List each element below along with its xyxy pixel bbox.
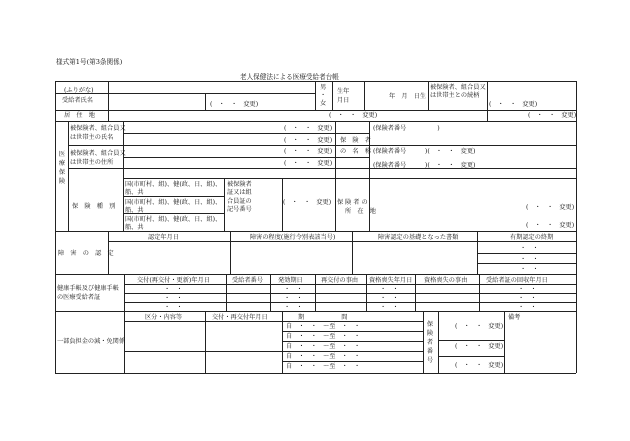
address-label: 居 住 地 <box>64 112 95 119</box>
col-reissue-reason: 再交付の事由 <box>321 277 359 284</box>
holder-change-2: ( ・ ・ 変更) <box>284 137 333 144</box>
insurance-type-label: 保 険 種 別 <box>72 203 116 210</box>
col-issue-date: 交付(再交付・更新)年月日 <box>137 277 210 284</box>
period-row-5: 自 ・ ・ ～至 ・ ・ <box>286 363 361 370</box>
burden-change-2: ( ・ ・ 変更) <box>455 343 504 350</box>
holder-address-label: 被保険者、組合員又 <box>70 150 126 157</box>
loss-date-3: ・ ・ <box>380 304 399 311</box>
holder-name-label: 被保険者、組合員又 <box>70 125 126 132</box>
col-burden-issue: 交付・再交付年月日 <box>212 314 268 321</box>
type-option-3b: 船、共 <box>125 224 144 231</box>
sex-separator: ・ <box>320 92 327 99</box>
col-category: 区分・内容等 <box>145 314 183 321</box>
medical-insurance-label: 医療保険 <box>58 151 66 185</box>
return-date-2: ・ ・ <box>518 295 537 302</box>
burden-change-1: ( ・ ・ 変更) <box>455 323 504 330</box>
period-row-3: 自 ・ ・ ～至 ・ ・ <box>286 343 361 350</box>
notebook-label-2: の医療受給者証 <box>57 294 101 301</box>
address-change-note-right: ( ・ ・ 変更) <box>528 112 577 119</box>
type-option-2[interactable]: 国(市町村、組)、健(政、日、組)、 <box>125 199 222 206</box>
page-title: 老人保健法による医療受給者台帳 <box>240 73 339 81</box>
holder-name-label-2: は世帯主の氏名 <box>70 134 114 141</box>
card-number-label: 被保険者 <box>227 181 252 188</box>
notebook-label: 健康手帳及び健康手帳 <box>57 285 119 292</box>
col-disability-basis: 障害認定の基礎となった書類 <box>378 234 459 241</box>
col-disability-degree: 障害の程度(施行令別表該当号) <box>250 234 336 241</box>
loss-date-1: ・ ・ <box>380 286 399 293</box>
card-number-label-3: 合員証の <box>227 198 252 205</box>
sex-female[interactable]: 女 <box>320 100 327 107</box>
period-row-4: 自 ・ ・ ～至 ・ ・ <box>286 353 361 360</box>
loss-date-2: ・ ・ <box>380 295 399 302</box>
term-end-1: ・ ・ <box>520 245 539 252</box>
effective-date-1: ・ ・ <box>284 286 303 293</box>
return-date-1: ・ ・ <box>518 286 537 293</box>
col-term-end: 有期認定の終期 <box>510 234 554 241</box>
burden-insurer-number-label: 保険者番号 <box>426 321 434 364</box>
holder-address-label-2: は世帯主の住所 <box>70 159 114 166</box>
insurer-number-1: (保険者番号 ) <box>373 125 440 132</box>
furigana-label: (ふりがな) <box>64 87 94 94</box>
type-option-1[interactable]: 国(市町村、組)、健(政、日、組)、 <box>125 181 222 188</box>
effective-date-2: ・ ・ <box>284 295 303 302</box>
col-return-date: 受給者証の回収年月日 <box>486 277 548 284</box>
relation-change-note: ( ・ ・ 変更) <box>489 101 538 108</box>
term-end-3: ・ ・ <box>520 266 539 273</box>
term-end-2: ・ ・ <box>520 256 539 263</box>
insurer-address-label-2: 所 在 地 <box>345 208 376 215</box>
insurer-number-2: (保険者番号 )( ・ ・ 変更) <box>373 148 476 155</box>
col-effective-date: 発効期日 <box>278 277 303 284</box>
effective-date-3: ・ ・ <box>284 304 303 311</box>
burden-label: 一部負担金の減・免関係 <box>57 338 126 345</box>
holder-change-4: ( ・ ・ 変更) <box>284 160 333 167</box>
card-number-label-2: 証又は組 <box>227 189 252 196</box>
return-date-3: ・ ・ <box>518 304 537 311</box>
address-change-note: ( ・ ・ 変更) <box>329 112 378 119</box>
sex-male[interactable]: 男 <box>320 84 327 91</box>
holder-change-3: ( ・ ・ 変更) <box>284 148 333 155</box>
birth-label-2: 月日 <box>337 97 350 104</box>
holder-change-1: ( ・ ・ 変更) <box>284 125 333 132</box>
col-loss-reason: 資格喪失の事由 <box>424 277 468 284</box>
issue-date-2: ・ ・ <box>164 295 183 302</box>
recipient-name-label: 受給者氏名 <box>62 97 93 104</box>
relation-label: 被保険者、組合員又 <box>430 84 486 91</box>
name-change-note: ( ・ ・ 変更) <box>210 101 259 108</box>
disability-label: 障 害 の 認 定 <box>58 250 114 257</box>
burden-change-3: ( ・ ・ 変更) <box>455 362 504 369</box>
birth-date-field[interactable]: 年 月 日生 <box>389 93 427 100</box>
type-option-1b: 船、共 <box>125 189 144 196</box>
insurer-number-3: (保険者番号 )( ・ ・ 変更) <box>373 162 476 169</box>
birth-label: 生年 <box>337 88 350 95</box>
insurer-name-label: 保 険 者 <box>340 137 371 144</box>
type-option-3[interactable]: 国(市町村、組)、健(政、日、組)、 <box>125 216 222 223</box>
card-number-label-4: 記号番号 <box>227 206 252 213</box>
issue-date-1: ・ ・ <box>164 286 183 293</box>
relation-label-2: は世帯主との続柄 <box>430 92 480 99</box>
col-period: 期 間 <box>298 314 348 321</box>
issue-date-3: ・ ・ <box>164 304 183 311</box>
col-loss-date: 資格喪失年月日 <box>369 277 413 284</box>
col-recipient-number: 受給者番号 <box>232 277 263 284</box>
col-recognition-date: 認定年月日 <box>148 234 179 241</box>
insurer-address-change-2: ( ・ ・ 変更) <box>526 222 575 229</box>
insurer-address-change-1: ( ・ ・ 変更) <box>526 204 575 211</box>
card-change: ( ・ ・ 変更) <box>283 199 332 206</box>
remarks-label: 備考 <box>508 314 521 321</box>
period-row-2: 自 ・ ・ ～至 ・ ・ <box>286 333 361 340</box>
period-row-1: 自 ・ ・ ～至 ・ ・ <box>286 323 361 330</box>
type-option-2b: 船、共 <box>125 207 144 214</box>
form-number: 様式第1号(第3条関係) <box>56 58 123 66</box>
insurer-address-label: 保 険 者 の <box>337 199 368 206</box>
insurer-name-label-2: の 名 称 <box>340 148 371 155</box>
